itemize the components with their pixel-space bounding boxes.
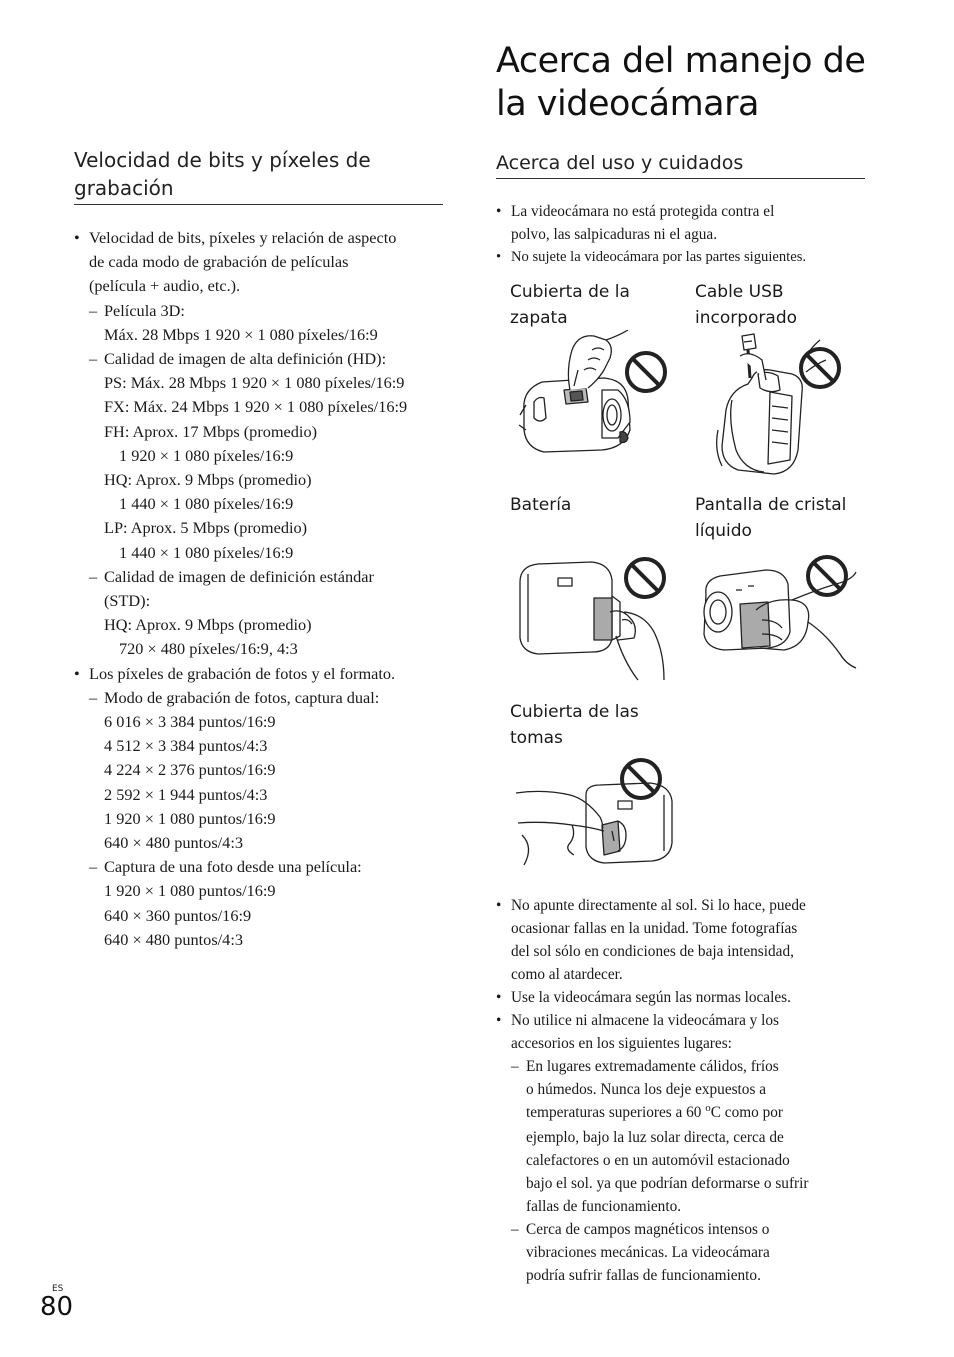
label-usb-cable: Cable USB incorporado <box>695 282 798 328</box>
list-item: 2 592 × 1 944 puntos/4:3 <box>104 784 268 804</box>
page-title: Acerca del manejo de la videocámara <box>496 41 866 124</box>
page-number: 80 <box>40 1292 74 1322</box>
prohibited-icon <box>808 557 846 595</box>
label-shoe-cover: Cubierta de la zapata <box>510 282 630 328</box>
illustration-battery <box>514 552 674 682</box>
illustration-usb-cable <box>708 330 858 480</box>
label-jack-cover: Cubierta de las tomas <box>510 702 639 748</box>
prohibited-icon <box>627 353 665 391</box>
label-lcd-panel: Pantalla de cristal líquido <box>695 495 847 541</box>
list-item: • No sujete la videocámara por las partes siguientes. <box>496 246 866 269</box>
language-code: ES <box>52 1284 64 1294</box>
list-item: 720 × 480 píxeles/16:9, 4:3 <box>119 639 298 659</box>
list-item: – En lugares extremadamente cálidos, fríos o húmedos. Nunca los deje expuestos a temperaturas superiores a 60 $^o$C como por ejemplo, bajo la luz solar directa, cerca de calefactores o en un automóvil estacionado bajo el sol. ya que podrían deformarse o sufrir fallas de funcionamiento. <box>496 1055 866 1218</box>
list-item: FX: Máx. 24 Mbps 1 920 × 1 080 píxeles/16:9 <box>104 397 408 417</box>
list-item: • No apunte directamente al sol. Si lo hace, puede ocasionar fallas en la unidad. Tome fotografías del sol sólo en condiciones de baja intensidad, como al atardecer. <box>496 894 866 986</box>
list-item: 1 920 × 1 080 píxeles/16:9 <box>119 445 294 465</box>
illustration-shoe-cover <box>514 330 674 460</box>
list-item: • Use la videocámara según las normas locales. <box>496 986 866 1009</box>
illustration-lcd-panel <box>696 550 862 675</box>
list-item: 1 920 × 1 080 puntos/16:9 <box>104 808 276 828</box>
list-item: – Calidad de imagen de alta definición (HD): <box>74 347 444 371</box>
list-item: – Modo de grabación de fotos, captura dual: <box>74 686 444 710</box>
care-intro-list <box>496 200 866 269</box>
list-item: (STD): <box>104 591 151 611</box>
label-battery: Batería <box>510 495 572 515</box>
list-item: 4 224 × 2 376 puntos/16:9 <box>104 760 276 780</box>
list-item: 1 440 × 1 080 píxeles/16:9 <box>119 542 294 562</box>
care-caution-list <box>496 894 866 1287</box>
bitrate-list <box>74 226 444 952</box>
list-item: 640 × 360 puntos/16:9 <box>104 905 252 925</box>
list-item: Máx. 28 Mbps 1 920 × 1 080 píxeles/16:9 <box>104 324 378 344</box>
list-item: FH: Aprox. 17 Mbps (promedio) <box>104 421 318 441</box>
prohibited-icon <box>801 349 839 387</box>
list-item: • Velocidad de bits, píxeles y relación de aspecto de cada modo de grabación de películas (película + audio, etc.). <box>74 226 444 299</box>
prohibited-icon <box>626 559 664 597</box>
list-item: – Calidad de imagen de definición estándar <box>74 565 444 589</box>
list-item: – Captura de una foto desde una película: <box>74 855 444 879</box>
list-item: 6 016 × 3 384 puntos/16:9 <box>104 712 276 732</box>
list-item: LP: Aprox. 5 Mbps (promedio) <box>104 518 308 538</box>
list-item: – Película 3D: <box>74 299 444 323</box>
list-item: • Los píxeles de grabación de fotos y el formato. <box>74 662 444 686</box>
list-item: 1 920 × 1 080 puntos/16:9 <box>104 881 276 901</box>
list-item: 4 512 × 3 384 puntos/4:3 <box>104 736 268 756</box>
list-item: HQ: Aprox. 9 Mbps (promedio) <box>104 470 312 490</box>
list-item: PS: Máx. 28 Mbps 1 920 × 1 080 píxeles/16:9 <box>104 373 405 393</box>
list-item: 1 440 × 1 080 píxeles/16:9 <box>119 494 294 514</box>
list-item: 640 × 480 puntos/4:3 <box>104 833 243 853</box>
list-item: • La videocámara no está protegida contra el polvo, las salpicaduras ni el agua. <box>496 200 866 246</box>
section-heading-bitrate: Velocidad de bits y píxeles de grabación <box>74 146 443 205</box>
list-item: HQ: Aprox. 9 Mbps (promedio) <box>104 615 312 635</box>
illustration-jack-cover <box>514 755 676 870</box>
list-item: • No utilice ni almacene la videocámara y los accesorios en los siguientes lugares: <box>496 1009 866 1055</box>
list-item: 640 × 480 puntos/4:3 <box>104 929 243 949</box>
section-heading-use-care: Acerca del uso y cuidados <box>496 149 865 179</box>
list-item: – Cerca de campos magnéticos intensos o vibraciones mecánicas. La videocámara podría sufrir fallas de funcionamiento. <box>496 1218 866 1287</box>
